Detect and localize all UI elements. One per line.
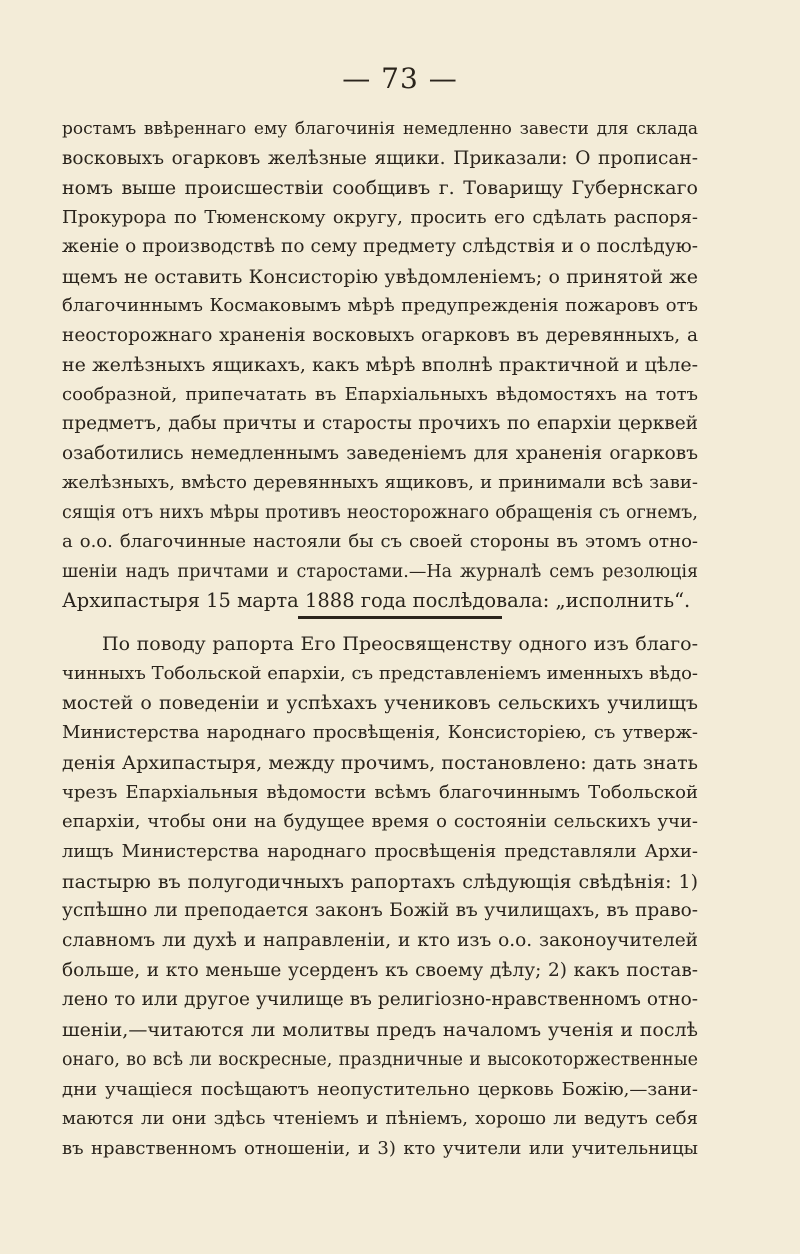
text-line: шеніи,—читаются ли молитвы предъ началомъ ученія и послѣ	[62, 1019, 698, 1042]
text-line: лищъ Министерства народнаго просвѣщенія представляли Архи-	[62, 840, 698, 862]
text-line: Министерства народнаго просвѣщенія, Консисторіею, съ утверж-	[62, 722, 698, 744]
text-line: щемъ не оставить Консисторію увѣдомленіемъ; о принятой же	[62, 265, 698, 288]
text-line: благочиннымъ Космаковымъ мѣрѣ предупрежденія пожаровъ отъ	[62, 295, 698, 316]
text-line: маются ли они здѣсь чтеніемъ и пѣніемъ, хорошо ли ведутъ себя	[62, 1108, 698, 1130]
text-line: сообразной, припечатать въ Епархіальныхъ вѣдомостяхъ на тотъ	[62, 383, 698, 405]
text-line: а о.о. благочинные настояли бы съ своей стороны въ этомъ отно-	[62, 531, 698, 552]
text-line: славномъ ли духѣ и направленіи, и кто изъ о.о. законоучителей	[62, 930, 698, 951]
text-line: дни учащіеся посѣщаютъ неопустительно церковь Божію,—зани-	[62, 1078, 698, 1100]
text-line: чрезъ Епархіальныя вѣдомости всѣмъ благочиннымъ Тобольской	[62, 781, 698, 803]
text-line: Прокурора по Тюменскому округу, просить его сдѣлать распоря-	[62, 206, 698, 228]
text-line: епархіи, чтобы они на будущее время о состояніи сельскихъ учи-	[62, 811, 698, 833]
text-line: номъ выше происшествіи сообщивъ г. Товарищу Губернскаго	[62, 177, 698, 199]
text-line: пастырю въ полугодичныхъ рапортахъ слѣдующія свѣдѣнія: 1)	[62, 870, 698, 893]
page-number: — 73 —	[342, 62, 458, 95]
text-line: лено то или другое училище въ религіозно-нравственномъ отно-	[62, 989, 698, 1011]
text-line: озаботились немедленнымъ заведеніемъ для храненія огарковъ	[62, 442, 698, 464]
text-line: По поводу рапорта Его Преосвященству одного изъ благо-	[102, 633, 698, 655]
text-line: успѣшно ли преподается законъ Божій въ училищахъ, въ право-	[62, 900, 698, 922]
text-line: сящія отъ нихъ мѣры противъ неосторожнаго обращенія съ огнемъ,	[62, 502, 698, 523]
text-line: денія Архипастыря, между прочимъ, постановлено: дать знать	[62, 751, 698, 774]
text-line: восковыхъ огарковъ желѣзные ящики. Приказали: О прописан-	[62, 147, 698, 169]
text-line: Архипастыря 15 марта 1888 года послѣдовала: „исполнить“.	[62, 589, 691, 612]
section-divider	[298, 616, 502, 619]
text-line: шеніи надъ причтами и старостами.—На журналѣ семъ резолюція	[62, 561, 698, 582]
text-line: мостей о поведеніи и успѣхахъ учениковъ сельскихъ училищъ	[62, 692, 698, 715]
text-line: предметъ, дабы причты и старосты прочихъ по епархіи церквей	[62, 413, 698, 434]
text-line: ростамъ ввѣреннаго ему благочинія немедленно завести для склада	[62, 119, 698, 139]
text-line: желѣзныхъ, вмѣсто деревянныхъ ящиковъ, и принимали всѣ зави-	[62, 472, 698, 493]
text-line: не желѣзныхъ ящикахъ, какъ мѣрѣ вполнѣ практичной и цѣле-	[62, 354, 698, 376]
text-line: больше, и кто меньше усерденъ къ своему дѣлу; 2) какъ постав-	[62, 959, 698, 981]
text-line: чинныхъ Тобольской епархіи, съ представленіемъ именныхъ вѣдо-	[62, 662, 698, 684]
text-line: въ нравственномъ отношеніи, и 3) кто учители или учительницы	[62, 1137, 698, 1159]
text-line: женіе о производствѣ по сему предмету слѣдствія и о послѣдую-	[62, 236, 698, 257]
text-line: онаго, во всѣ ли воскресные, праздничные и высокоторжественные	[62, 1049, 698, 1070]
text-line: неосторожнаго храненія восковыхъ огарковъ въ деревянныхъ, а	[62, 324, 698, 346]
